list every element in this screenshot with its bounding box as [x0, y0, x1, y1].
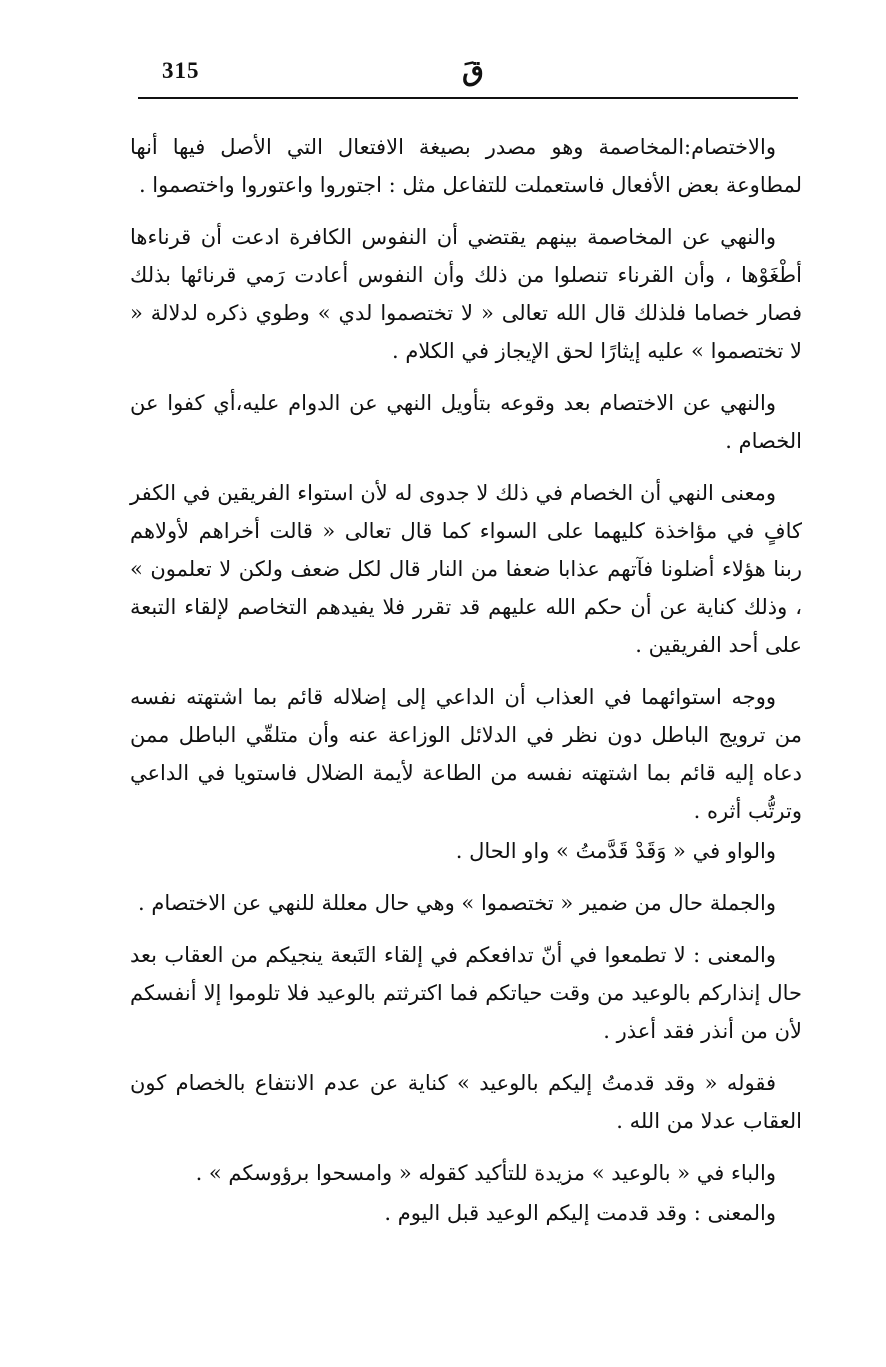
paragraph-ba-zaida: والباء في « بالوعيد » مزيدة للتأكيد كقوله « وامسحوا برؤوسكم » . [195, 1161, 776, 1185]
paragraph-jumla-hal: والجملة حال من ضمير « تختصموا » وهي حال معللة للنهي عن الاختصام . [138, 891, 776, 915]
paragraph-ikhtisam-definition: والاختصام:المخاصمة وهو مصدر بصيغة الافتعال التي الأصل فيها أنها لمطاوعة بعض الأفعال فاستعملت للتفاعل مثل : اجتوروا واعتوروا واختصموا . [130, 135, 802, 197]
paragraph-wajh-istiwa: ووجه استوائهما في العذاب أن الداعي إلى إضلاله قائم بما اشتهته نفسه من ترويج الباطل دون نظر في الدلائل الوزاعة عنه وأن متلقّي الباطل ممن دعاه إليه قائم بما اشتهته نفسه من الطاعة لأيمة الضلال فاستويا في الداعي وترتُّب أثره . [130, 685, 802, 823]
paragraph-manal-nahy: ومعنى النهي أن الخصام في ذلك لا جدوى له لأن استواء الفريقين في الكفر كافٍ في مؤاخذة كليهما على السواء كما قال تعالى « قالت أخراهم لأولاهم ربنا هؤلاء أضلونا فآتهم عذابا ضعفا من النار قال لكل ضعف ولكن لا تعلمون » ، وذلك كناية عن أن حكم الله عليهم قد تقرر فلا يفيدهم التخاصم لإلقاء التبعة على أحد الفريقين . [130, 481, 802, 657]
paragraph-waw-hal: والواو في « وَقَدْ قَدَّمتُ » واو الحال . [455, 839, 776, 863]
body-text [130, 128, 802, 1246]
paragraph-qawluhu: فقوله « وقد قدمتُ إليكم بالوعيد » كناية عن عدم الانتفاع بالخصام كون العقاب عدلا من الله . [130, 1071, 802, 1133]
paragraph-nahy-mukhasama: والنهي عن المخاصمة بينهم يقتضي أن النفوس الكافرة ادعت أن قرناءها أطْغَوْها ، وأن القرناء تنصلوا من ذلك وأن النفوس أعادت رَمي قرنائها بذلك فصار خصاما فلذلك قال الله تعالى « لا تختصموا لدي » وطوي ذكره لدلالة « لا تختصموا » عليه إيثارًا لحق الإيجاز في الكلام . [130, 225, 802, 363]
paragraph-final-meaning: والمعنى : وقد قدمت إليكم الوعيد قبل اليوم . [384, 1201, 776, 1225]
running-head: قَ [462, 54, 484, 87]
paragraph-nahy-ikhtisam: والنهي عن الاختصام بعد وقوعه بتأويل النهي عن الدوام عليه،أي كفوا عن الخصام . [130, 391, 802, 453]
header-divider [138, 97, 798, 99]
paragraph-mana: والمعنى : لا تطمعوا في أنّ تدافعكم في إلقاء التَبعة ينجيكم من العقاب بعد حال إنذاركم بالوعيد من وقت حياتكم فما اكترثتم بالوعيد فلا تلوموا إلا أنفسكم لأن من أنذر فقد أعذر . [130, 943, 802, 1043]
page-header [138, 52, 798, 100]
page-number: 315 [162, 58, 200, 83]
